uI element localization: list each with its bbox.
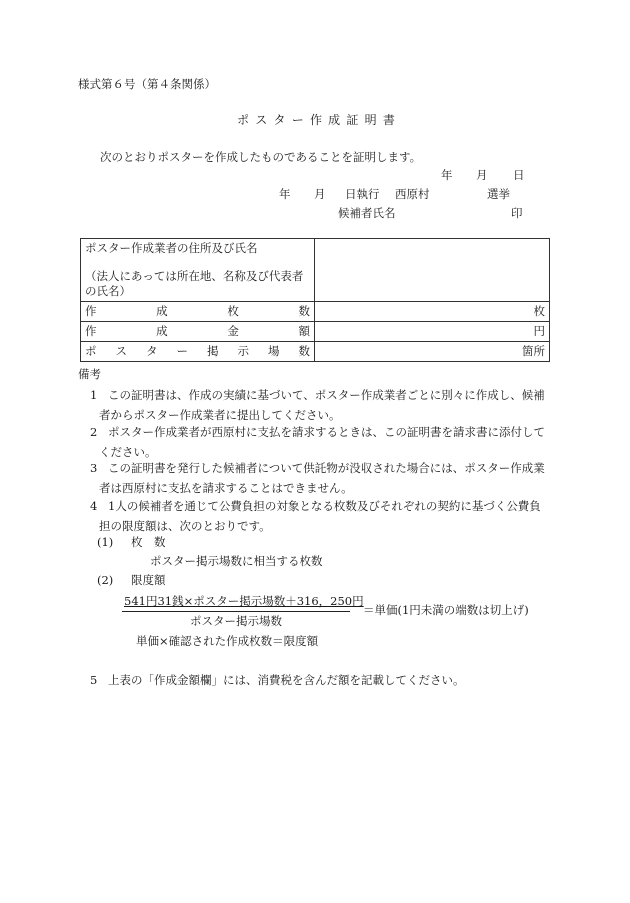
date-day: 日 — [513, 168, 525, 182]
date-month: 月 — [476, 168, 488, 182]
amount-label: 作 成 金 額 — [81, 321, 315, 341]
table-row — [81, 321, 550, 341]
remark-item-5: 5 上表の「作成金額欄」には、消費税を含んだ額を記載してください。 — [90, 673, 465, 687]
remark-item-1: 1 この証明書は、作成の実績に基づいて、ポスター作成業者ごとに別々に作成し、候補 者からポスター作成業者に提出してください。 — [90, 388, 545, 422]
sub-item-1-number: (1) — [97, 535, 114, 549]
quantity-field[interactable] — [315, 301, 550, 321]
formula-limit: 単価×確認された作成枚数＝限度額 — [136, 634, 319, 648]
title-char: 明 — [364, 113, 377, 127]
remark-item-4: 4 1人の候補者を通じて公費負担の対象となる枚数及びそれぞれの契約に基づく公費負 担の限度額は、次のとおりです。 — [90, 499, 541, 533]
certification-statement: 次のとおりポスターを作成したものであることを証明します。 — [100, 150, 422, 164]
table-row — [81, 341, 550, 361]
table-row — [81, 301, 550, 321]
election-label: 選挙 — [487, 187, 510, 201]
title-char: ス — [255, 113, 268, 127]
candidate-name-label: 候補者氏名 — [338, 206, 396, 220]
fraction-bar — [122, 611, 350, 612]
sub-item-2-number: (2) — [97, 573, 114, 587]
remark-item-2: 2 ポスター作成業者が西原村に支払を請求するときは、この証明書を請求書に添付して ください。 — [90, 425, 545, 459]
form-number: 様式第６号（第４条関係） — [78, 77, 216, 91]
title-char: 作 — [309, 113, 322, 127]
title-char: ポ — [237, 113, 250, 127]
date-year: 年 — [441, 168, 453, 182]
formula-numerator: 541円31銭×ポスター掲示場数＋316，250円 — [124, 594, 364, 608]
election-year: 年 — [279, 187, 291, 201]
sub-item-2-label: 限度額 — [131, 573, 166, 587]
amount-unit: 円 — [533, 323, 545, 338]
title-char: 成 — [328, 113, 341, 127]
document-title — [237, 113, 395, 129]
sub-item-1-label: 枚 数 — [131, 535, 166, 549]
amount-field[interactable] — [315, 321, 550, 341]
poster-sites-field[interactable] — [315, 341, 550, 361]
title-char: 証 — [346, 113, 359, 127]
poster-info-table — [80, 238, 550, 362]
election-month: 月 — [314, 187, 326, 201]
title-char: ー — [291, 113, 304, 127]
sub-item-1-text: ポスター掲示場数に相当する枚数 — [150, 554, 323, 568]
table-row — [81, 239, 550, 302]
title-char: タ — [273, 113, 286, 127]
formula-result: ＝単価(1円未満の端数は切上げ) — [363, 603, 529, 617]
title-char: 書 — [382, 113, 395, 127]
poster-sites-label: ポ ス タ ー 掲 示 場 数 — [81, 341, 315, 361]
poster-sites-unit: 箇所 — [522, 343, 545, 358]
contractor-address-field[interactable] — [315, 239, 550, 302]
remarks-heading: 備考 — [78, 367, 101, 381]
formula-denominator: ポスター掲示場数 — [190, 614, 282, 628]
election-day-executed: 日執行 — [345, 187, 380, 201]
quantity-label: 作 成 枚 数 — [81, 301, 315, 321]
seal-mark: 印 — [511, 206, 523, 220]
village-name: 西原村 — [395, 187, 430, 201]
contractor-address-label: ポスター作成業者の住所及び氏名 （法人にあっては所在地、名称及び代表者 の氏名） — [81, 239, 315, 302]
quantity-unit: 枚 — [533, 303, 545, 318]
remark-item-3: 3 この証明書を発行した候補者について供託物が没収された場合には、ポスター作成業 者は西原村に支払を請求することはできません。 — [90, 461, 545, 495]
